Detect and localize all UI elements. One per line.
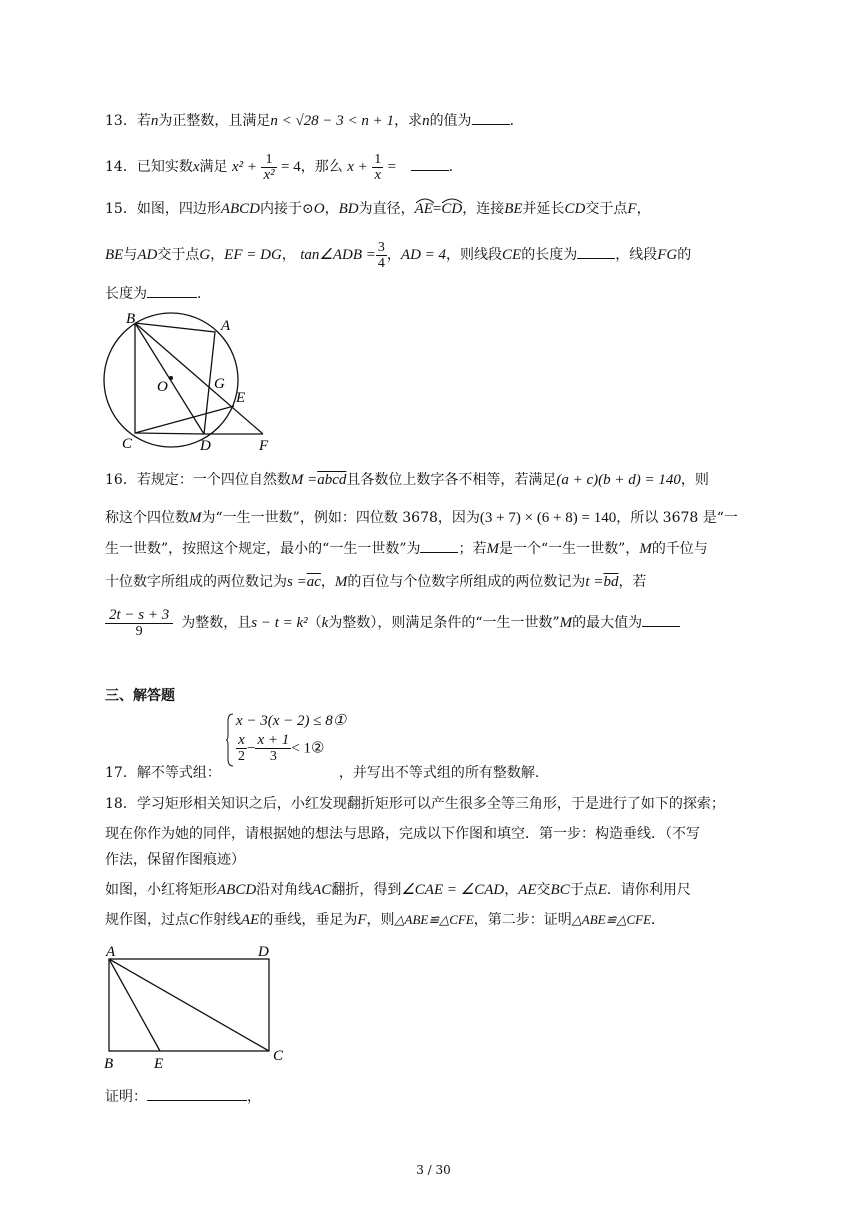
page-number: 3 / 30 bbox=[416, 1163, 451, 1177]
line-ce bbox=[135, 406, 234, 433]
question-15-line2: BE与AD交于点G，EF = DG， tan∠ADB = $\frac{3}{4}$ ，AD = 4，则线段CE的长度为 ，线段FG的 bbox=[105, 239, 692, 271]
answer-blank[interactable] bbox=[642, 612, 680, 627]
answer-blank[interactable] bbox=[577, 244, 615, 259]
label-e: E bbox=[154, 1056, 164, 1072]
inequality-2: $\frac{x}{2}$ − $\frac{x + 1}{3}$ < 1② bbox=[238, 732, 325, 764]
label-g: G bbox=[214, 376, 225, 392]
question-16-line1: 16．若规定：一个四位自然数M =abcd且各数位上数字各不相等，若满足(a + c)(b + d) = 140，则 bbox=[105, 472, 709, 488]
quadrilateral-abcd bbox=[135, 323, 215, 434]
label-a: A bbox=[106, 944, 116, 960]
answer-blank[interactable] bbox=[472, 110, 510, 125]
center-point bbox=[169, 376, 173, 380]
question-16-line3: 生一世数”，按照这个规定，最小的“一生一世数”为 ；若M是一个“一生一世数”，M的千位与 bbox=[105, 538, 767, 559]
question-18-line3: 作法，保留作图痕迹） bbox=[105, 852, 245, 868]
question-14: 14．已知实数x满足 x² + $\frac{1}{\text{x²}}$ = 4，那么 x + $\frac{1}{x}$ = . bbox=[105, 151, 454, 183]
label-b: B bbox=[126, 311, 136, 327]
diagonal-ac bbox=[109, 959, 269, 1051]
question-16-line2: 称这个四位数M为“一生一世数”，例如：四位数 3678，因为(3 + 7) × (6 + 8) = 140，所以 3678 是“一 bbox=[105, 510, 738, 526]
proof-blank[interactable] bbox=[147, 1086, 247, 1101]
label-f: F bbox=[259, 438, 269, 454]
label-b: B bbox=[104, 1056, 114, 1072]
label-d: D bbox=[200, 438, 211, 454]
question-18-line1: 18．学习矩形相关知识之后，小红发现翻折矩形可以产生很多全等三角形，于是进行了如下的探索； bbox=[105, 796, 725, 812]
arc-cd: CD bbox=[441, 201, 463, 217]
proof-line: 证明： ， bbox=[105, 1086, 767, 1107]
answer-blank[interactable] bbox=[147, 283, 197, 298]
question-16-line5: $\frac{2t - s + 3}{9}$ 为整数，且s − t = k²（k为整数），则满足条件的“一生一世数”M的最大值为 bbox=[105, 606, 767, 640]
label-d: D bbox=[258, 944, 269, 960]
question-16-line4: 十位数字所组成的两位数记为$s =\overline{ac}$，M的百位与个位数字所组成的两位数记为$t =\overline{bd}$，若 bbox=[105, 574, 647, 590]
question-13: 13．若n为正整数，且满足n < √28 − 3 < n + 1，求n的值为 . bbox=[105, 110, 767, 131]
question-18-line5: 规作图，过点C作射线AE的垂线，垂足为F，则△ABE≌△CFE，第二步：证明△ABE≌△CFE． bbox=[105, 912, 666, 928]
label-c: C bbox=[273, 1048, 284, 1064]
label-o: O bbox=[157, 379, 168, 395]
answer-blank[interactable] bbox=[420, 538, 458, 553]
section-title: 三、解答题 bbox=[105, 688, 175, 704]
arc-ae: AE bbox=[414, 201, 433, 217]
figure-18-rectangle-diagram bbox=[100, 940, 295, 1075]
answer-blank[interactable] bbox=[411, 156, 449, 171]
question-15-line3: 长度为 . bbox=[105, 283, 767, 304]
line-bf bbox=[135, 323, 263, 434]
figure-15-circle-diagram bbox=[100, 305, 285, 455]
label-a: A bbox=[221, 318, 231, 334]
label-e: E bbox=[236, 390, 246, 406]
label-c: C bbox=[122, 436, 133, 452]
question-15-line1: 15．如图，四边形ABCD内接于⊙O，BD为直径，AE =CD ，连接BE并延长CD交于点F， bbox=[105, 201, 651, 217]
question-17: 17．解不等式组： ，并写出不等式组的所有整数解. bbox=[105, 765, 540, 781]
question-18-line2: 现在你作为她的同伴，请根据她的想法与思路，完成以下作图和填空．第一步：构造垂线．（不写 bbox=[105, 826, 700, 842]
question-18-line4: 如图，小红将矩形ABCD沿对角线AC翻折，得到∠CAE = ∠CAD，AE交BC于点E．请你利用尺 bbox=[105, 882, 691, 898]
line-ae bbox=[109, 959, 160, 1051]
q13-expression: n < √28 − 3 < n + 1 bbox=[270, 113, 395, 129]
